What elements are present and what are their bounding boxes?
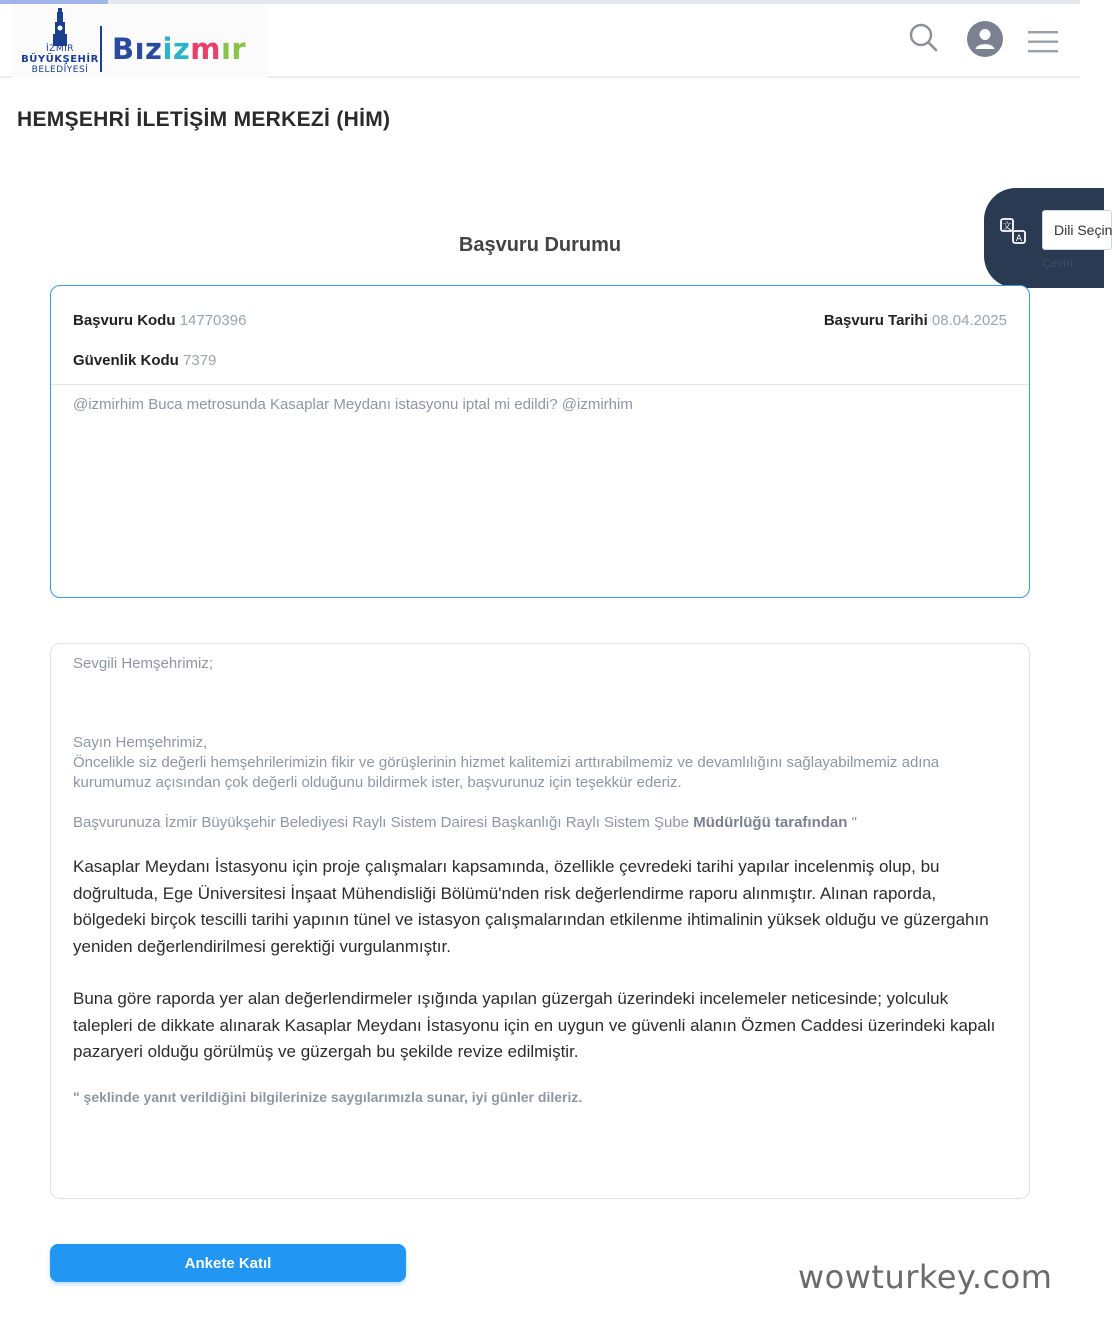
logo-line-2: BÜYÜKŞEHİR <box>21 54 99 65</box>
application-code-value: 14770396 <box>179 312 247 329</box>
application-date <box>824 312 1007 329</box>
reply-greeting: Sevgili Hemşehrimiz; <box>73 655 214 672</box>
search-icon[interactable] <box>908 22 938 52</box>
survey-button[interactable]: Ankete Katıl <box>50 1244 406 1282</box>
ibb-logo <box>20 6 100 76</box>
info-divider <box>51 384 1029 385</box>
logo-link[interactable] <box>12 4 267 78</box>
watermark: wowturkey.com <box>798 1258 1053 1296</box>
logo-line-1: İZMİR <box>46 44 74 54</box>
application-date-label: Başvuru Tarihi <box>823 312 928 329</box>
application-date-value: 08.04.2025 <box>931 312 1007 329</box>
application-code <box>73 312 246 329</box>
reply-body-paragraph-2: Buna göre raporda yer alan değerlendirmeler ışığında yapılan güzergah üzerindeki incelemeler neticesinde; yolculuk talepleri de dikkate alınarak Kasaplar Meydanı İstasyonu için en uygun ve güvenli alanın Özmen Caddesi üzerindeki kapalı pazaryeri olduğu görülmüş ve güzergah bu şekilde revize edilmiştir. <box>73 989 996 1061</box>
application-question: @izmirhim Buca metrosunda Kasaplar Meydanı istasyonu iptal mi edildi? @izmirhim <box>73 396 633 413</box>
reply-card <box>50 643 1030 1199</box>
logo-divider <box>100 26 102 72</box>
site-header <box>0 4 1080 78</box>
application-info-card <box>50 285 1030 598</box>
user-icon[interactable] <box>967 21 1003 57</box>
reply-salutation: Sayın Hemşehrimiz, <box>73 734 208 751</box>
reply-department-suffix: " <box>847 814 857 831</box>
reply-department-emphasis: Müdürlüğü tarafından <box>693 814 848 831</box>
bizizmir-logo: Bızizmır <box>112 32 247 66</box>
svg-text:A: A <box>1015 234 1023 244</box>
security-code <box>73 352 216 369</box>
security-code-value: 7379 <box>183 352 217 369</box>
reply-closing: " şeklinde yanıt verildiğini bilgilerinize saygılarımızla sunar, iyi günler dileriz. <box>73 1089 583 1105</box>
language-select[interactable]: Dili Seçin <box>1042 210 1112 250</box>
clock-tower-icon <box>52 8 68 46</box>
menu-icon[interactable] <box>1028 27 1058 57</box>
page-title: HEMŞEHRİ İLETİŞİM MERKEZİ (HİM) <box>17 108 391 131</box>
reply-intro: Öncelikle siz değerli hemşehrilerimizin fikir ve görüşlerinin hizmet kalitemizi arttırabilmemiz ve devamlılığını sağlayabilmemiz adına kurumumuz açısından çok değerli olduğunu bildirmek ister, başvurunuz için teşekkür ederiz. <box>73 754 940 791</box>
reply-department-prefix: Başvurunuza İzmir Büyükşehir Belediyesi Raylı Sistem Dairesi Başkanlığı Raylı Sistem Şube <box>73 814 694 831</box>
reply-department <box>73 813 1008 833</box>
security-code-label: Güvenlik Kodu <box>73 352 179 369</box>
application-code-label: Başvuru Kodu <box>73 312 176 329</box>
svg-text:文: 文 <box>1002 222 1012 232</box>
logo-line-3: BELEDİYESİ <box>31 65 89 75</box>
reply-body-paragraph-1: Kasaplar Meydanı İstasyonu için proje çalışmaları kapsamında, özellikle çevredeki tarihi yapılar incelenmiş olup, bu doğrultuda, Ege Üniversitesi İnşaat Mühendisliği Bölümü'nden risk değerlendirme raporu alınmıştır. Alınan raporda, bölgedeki birçok tescilli tarihi yapının tünel ve istasyon çalışmalarından etkilenme ihtimalinin yüksek olduğu ve güzergahın yeniden değerlendirilmesi gerektiği vurgulanmıştır. <box>73 857 989 956</box>
section-title: Başvuru Durumu <box>458 234 622 256</box>
translate-note: Çeviri <box>1042 256 1073 270</box>
